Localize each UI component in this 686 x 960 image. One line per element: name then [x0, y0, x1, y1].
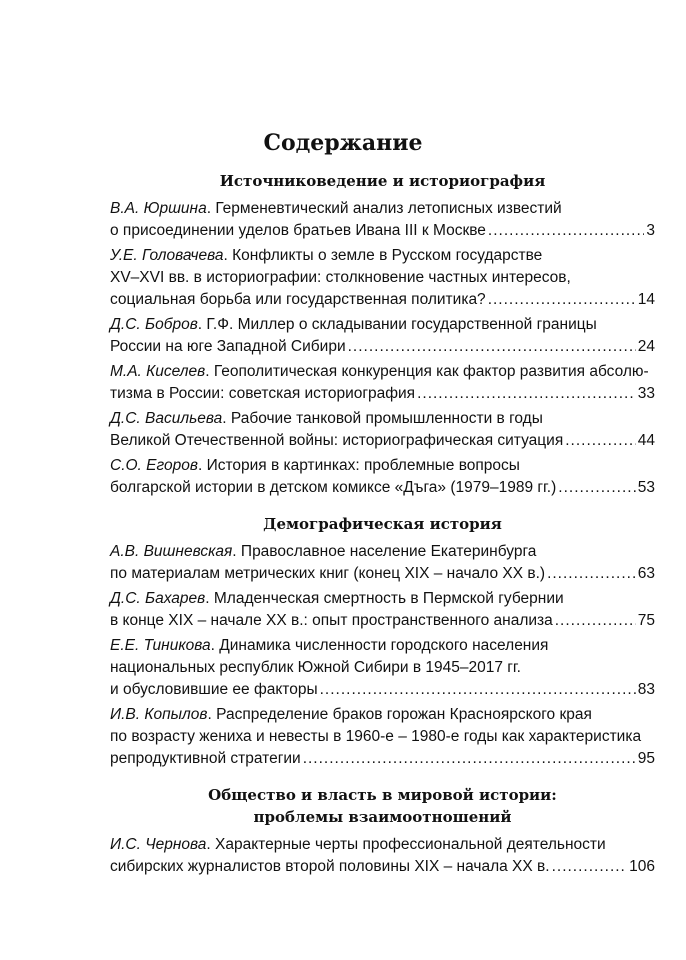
page-number: 75 — [637, 612, 655, 629]
toc-entry — [110, 455, 655, 499]
page-number: 24 — [637, 338, 655, 355]
entry-text — [110, 477, 556, 499]
toc-entry-line — [110, 726, 655, 748]
toc-entry — [110, 588, 655, 632]
toc-entry-line — [110, 834, 655, 856]
toc-entry — [110, 635, 655, 701]
dot-leader — [555, 610, 636, 632]
toc-entry-line — [110, 220, 655, 242]
entry-title-text: Характерные черты профессиональной деятельности — [215, 836, 606, 853]
entry-text — [110, 856, 550, 878]
toc-entry-line — [110, 455, 655, 477]
entry-title-text: сибирских журналистов второй половины XIX – начала XX в. — [110, 858, 550, 875]
page-number: 53 — [637, 479, 655, 496]
entry-author: И.В. Копылов — [110, 706, 208, 723]
section-title — [110, 170, 655, 192]
entry-text — [110, 336, 346, 358]
entry-title-text: Герменевтический анализ летописных известий — [215, 200, 562, 217]
section-title-line: Источниковедение и историография — [219, 172, 546, 190]
entry-title-text: Г.Ф. Миллер о складывании государственной границы — [206, 316, 597, 333]
dot-leader — [320, 679, 636, 701]
entry-title-text: Рабочие танковой промышленности в годы — [230, 410, 543, 427]
toc-entry — [110, 198, 655, 242]
dot-leader — [547, 563, 636, 585]
entry-text — [110, 610, 553, 632]
entry-text — [110, 728, 641, 745]
toc-entry-line — [110, 314, 655, 336]
page-title: Содержание — [263, 130, 423, 156]
entry-title-text: о присоединении уделов братьев Ивана III к Москве — [110, 222, 486, 239]
dot-leader — [303, 748, 636, 770]
toc-entry-line — [110, 336, 655, 358]
entry-title-text: Младенческая смертность в Пермской губернии — [213, 590, 564, 607]
toc-entry-line — [110, 289, 655, 311]
toc-entry-line — [110, 430, 655, 452]
page-number: 33 — [637, 385, 655, 402]
dot-leader — [488, 289, 636, 311]
section-title — [110, 513, 655, 535]
entry-text: С.О. Егоров. История в картинках: проблемные вопросы — [110, 457, 520, 474]
entry-text — [110, 220, 486, 242]
entry-text — [110, 383, 415, 405]
entry-title-text: Распределение браков горожан Красноярского края — [216, 706, 592, 723]
entry-text — [110, 748, 301, 770]
toc-entry-line — [110, 563, 655, 585]
entry-title-text: болгарской истории в детском комиксе «Дъга» (1979–1989 гг.) — [110, 479, 557, 496]
page-number: 106 — [629, 858, 655, 875]
entry-title-text: в конце XIX – начале XX в.: опыт пространственного анализа — [110, 612, 553, 629]
entry-text: А.В. Вишневская. Православное население Екатеринбурга — [110, 543, 537, 560]
toc-entry — [110, 314, 655, 358]
entry-text — [110, 679, 318, 701]
dot-leader — [565, 430, 636, 452]
entry-author: А.В. Вишневская — [110, 543, 233, 560]
dot-leader — [348, 336, 636, 358]
entry-title-text: и обусловившие ее факторы — [110, 681, 318, 698]
entry-title-text: национальных республик Южной Сибири в 1945–2017 гг. — [110, 659, 521, 676]
entry-text — [110, 269, 571, 286]
toc-entry-line — [110, 541, 655, 563]
entry-text: Д.С. Васильева. Рабочие танковой промышленности в годы — [110, 410, 543, 427]
dot-leader — [417, 383, 636, 405]
entry-title-text: XV–XVI вв. в историографии: столкновение частных интересов, — [110, 269, 571, 286]
section-title-line: Демографическая история — [263, 515, 502, 533]
toc-entry-line — [110, 679, 655, 701]
entry-title-text: История в картинках: проблемные вопросы — [206, 457, 520, 474]
entry-text: Д.С. Бахарев. Младенческая смертность в Пермской губернии — [110, 590, 564, 607]
entry-text: У.Е. Головачева. Конфликты о земле в Русском государстве — [110, 247, 543, 264]
entry-text — [110, 659, 521, 676]
page-number: 44 — [637, 432, 655, 449]
toc-entry-line — [110, 361, 655, 383]
toc-entry — [110, 245, 655, 311]
entry-title-text: социальная борьба или государственная политика? — [110, 291, 486, 308]
entry-title-text: Великой Отечественной войны: историографическая ситуация — [110, 432, 564, 449]
entry-text: И.В. Копылов. Распределение браков горожан Красноярского края — [110, 706, 592, 723]
toc-entry-line — [110, 704, 655, 726]
entry-text: М.А. Киселев. Геополитическая конкуренция как фактор развития абсолю- — [110, 363, 649, 380]
toc-entry — [110, 408, 655, 452]
section-title-line: проблемы взаимоотношений — [253, 808, 512, 826]
entry-text — [110, 563, 545, 585]
toc-entry-line — [110, 383, 655, 405]
dot-leader — [558, 477, 635, 499]
toc-entry-line — [110, 748, 655, 770]
entry-author: У.Е. Головачева — [110, 247, 224, 264]
entry-title-text: репродуктивной стратегии — [110, 750, 301, 767]
entry-author: Д.С. Бахарев — [110, 590, 206, 607]
toc-entry-line — [110, 198, 655, 220]
page-number: 3 — [646, 222, 655, 239]
entry-title-text: Конфликты о земле в Русском государстве — [232, 247, 543, 264]
section-title-line: Общество и власть в мировой истории: — [208, 786, 557, 804]
page-number: 63 — [637, 565, 655, 582]
toc-entry-line — [110, 657, 655, 679]
toc-entry-line — [110, 635, 655, 657]
entry-author: В.А. Юршина — [110, 200, 207, 217]
entry-author: М.А. Киселев — [110, 363, 206, 380]
page-number: 95 — [637, 750, 655, 767]
toc-entry-line — [110, 610, 655, 632]
entry-text: Е.Е. Тиникова. Динамика численности городского населения — [110, 637, 549, 654]
entry-author: Е.Е. Тиникова — [110, 637, 211, 654]
toc-entry-line — [110, 477, 655, 499]
toc-entry — [110, 704, 655, 770]
toc-entry — [110, 541, 655, 585]
toc-entry — [110, 834, 655, 878]
toc-entry-line — [110, 245, 655, 267]
entry-text — [110, 289, 486, 311]
page-number: 14 — [637, 291, 655, 308]
entry-title-text: Православное население Екатеринбурга — [240, 543, 537, 560]
entry-title-text: России на юге Западной Сибири — [110, 338, 346, 355]
toc-entry-line — [110, 856, 655, 878]
entry-title-text: Геополитическая конкуренция как фактор развития абсолю- — [213, 363, 649, 380]
dot-leader — [488, 220, 644, 242]
entry-author: Д.С. Бобров — [110, 316, 198, 333]
toc-entry-line — [110, 588, 655, 610]
dot-leader — [552, 856, 628, 878]
entry-title-text: по возрасту жениха и невесты в 1960-е – 1980-е годы как характеристика — [110, 728, 642, 745]
entry-text: В.А. Юршина. Герменевтический анализ летописных известий — [110, 200, 562, 217]
entry-author: С.О. Егоров — [110, 457, 198, 474]
entry-title-text: по материалам метрических книг (конец XIX – начало XX в.) — [110, 565, 546, 582]
entry-author: И.С. Чернова — [110, 836, 207, 853]
section-title — [110, 784, 655, 828]
entry-text: Д.С. Бобров. Г.Ф. Миллер о складывании государственной границы — [110, 316, 597, 333]
entry-text — [110, 430, 563, 452]
table-of-contents — [110, 170, 655, 881]
page-number: 83 — [637, 681, 655, 698]
toc-entry-line — [110, 408, 655, 430]
entry-title-text: Динамика численности городского населения — [219, 637, 549, 654]
entry-text: И.С. Чернова. Характерные черты профессиональной деятельности — [110, 836, 606, 853]
entry-title-text: тизма в России: советская историография — [110, 385, 416, 402]
entry-author: Д.С. Васильева — [110, 410, 223, 427]
toc-entry — [110, 361, 655, 405]
toc-entry-line — [110, 267, 655, 289]
